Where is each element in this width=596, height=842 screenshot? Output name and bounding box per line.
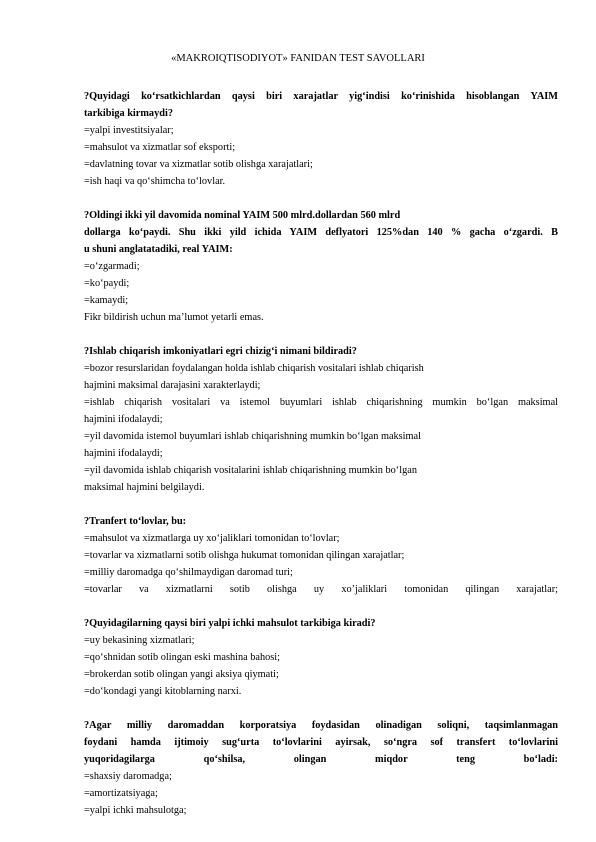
question-text: dollarga ko‘paydi. Shu ikki yild ichida YAIM deflyatori 125%dan 140 % gacha o‘zgardi. B xyxy=(84,227,558,238)
answer-option: =yalpi ichki mahsulotga; xyxy=(84,805,187,816)
answer-option: =mahsulot va xizmatlar sof eksporti; xyxy=(84,142,236,153)
question-block xyxy=(84,343,558,496)
answer-option: maksimal hajmini belgilaydi. xyxy=(84,482,205,493)
answer-option: =do‘kondagi yangi kitoblarning narxi. xyxy=(84,686,242,697)
question-text: ?Ishlab chiqarish imkoniyatlari egri chizig‘i nimani bildiradi? xyxy=(84,346,357,357)
answer-option: =ko‘paydi; xyxy=(84,278,130,289)
question-block xyxy=(84,207,558,326)
answer-option: =amortizatsiyaga; xyxy=(84,788,158,799)
answer-option: =qo‘shnidan sotib olingan eski mashina bahosi; xyxy=(84,652,280,663)
answer-option: hajmini maksimal darajasini xarakterlaydi; xyxy=(84,380,261,391)
question-text: ?Agar milliy daromaddan korporatsiya foydasidan olinadigan soliqni, taqsimlanmagan xyxy=(84,720,558,731)
question-block xyxy=(84,615,558,700)
answer-option: hajmini ifodalaydi; xyxy=(84,414,163,425)
answer-option: =mahsulot va xizmatlarga uy xo‘jaliklari tomonidan to‘lovlar; xyxy=(84,533,340,544)
question-text: yuqoridagilarga qo‘shilsa, olingan miqdor teng bo‘ladi: xyxy=(84,754,558,765)
question-text: ?Quyidagi ko‘rsatkichlardan qaysi biri xarajatlar yig‘indisi ko‘rinishida hisoblangan YAIM xyxy=(84,91,558,102)
question-list xyxy=(84,88,558,836)
answer-option: =davlatning tovar va xizmatlar sotib olishga xarajatlari; xyxy=(84,159,313,170)
question-text: ?Quyidagilarning qaysi biri yalpi ichki mahsulot tarkibiga kiradi? xyxy=(84,618,376,629)
answer-option: =shaxsiy daromadga; xyxy=(84,771,172,782)
answer-option: =tovarlar va xizmatlarni sotib olishga hukumat tomonidan qilingan xarajatlar; xyxy=(84,550,405,561)
document-title: «MAKROIQTISODIYOT» FANIDAN TEST SAVOLLARI xyxy=(171,53,425,64)
answer-option: =brokerdan sotib olingan yangi aksiya qiymati; xyxy=(84,669,279,680)
question-block xyxy=(84,513,558,598)
answer-option: =yil davomida istemol buyumlari ishlab chiqarishning mumkin bo‘lgan maksimal xyxy=(84,431,421,442)
answer-option: hajmini ifodalaydi; xyxy=(84,448,163,459)
question-text: foydani hamda ijtimoiy sug‘urta to‘lovlarini ayirsak, so‘ngra sof transfert to‘lovlarini xyxy=(84,737,558,748)
question-text: tarkibiga kirmaydi? xyxy=(84,108,173,119)
answer-option: =bozor resurslaridan foydalangan holda ishlab chiqarish vositalari ishlab chiqarish xyxy=(84,363,424,374)
answer-option: =o‘zgarmadi; xyxy=(84,261,140,272)
answer-option: =kamaydi; xyxy=(84,295,129,306)
answer-option: =yalpi investitsiyalar; xyxy=(84,125,174,136)
question-block xyxy=(84,88,558,190)
answer-option: =tovarlar va xizmatlarni sotib olishga uy xo’jaliklari tomonidan qilingan xarajatlar; xyxy=(84,584,558,595)
answer-option: Fikr bildirish uchun ma’lumot yetarli emas. xyxy=(84,312,264,323)
question-text: u shuni anglatatadiki, real YAIM: xyxy=(84,244,233,255)
answer-option: =ish haqi va qo‘shimcha to‘lovlar. xyxy=(84,176,226,187)
answer-option: =uy bekasining xizmatlari; xyxy=(84,635,195,646)
question-text: ?Oldingi ikki yil davomida nominal YAIM 500 mlrd.dollardan 560 mlrd xyxy=(84,210,401,221)
answer-option: =ishlab chiqarish vositalari va istemol buyumlari ishlab chiqarishning mumkin bo‘lgan maksimal xyxy=(84,397,558,408)
answer-option: =milliy daromadga qo‘shilmaydigan daromad turi; xyxy=(84,567,293,578)
question-block xyxy=(84,717,558,819)
question-text: ?Tranfert to‘lovlar, bu: xyxy=(84,516,187,527)
answer-option: =yil davomida ishlab chiqarish vositalarini ishlab chiqarishning mumkin bo‘lgan xyxy=(84,465,417,476)
